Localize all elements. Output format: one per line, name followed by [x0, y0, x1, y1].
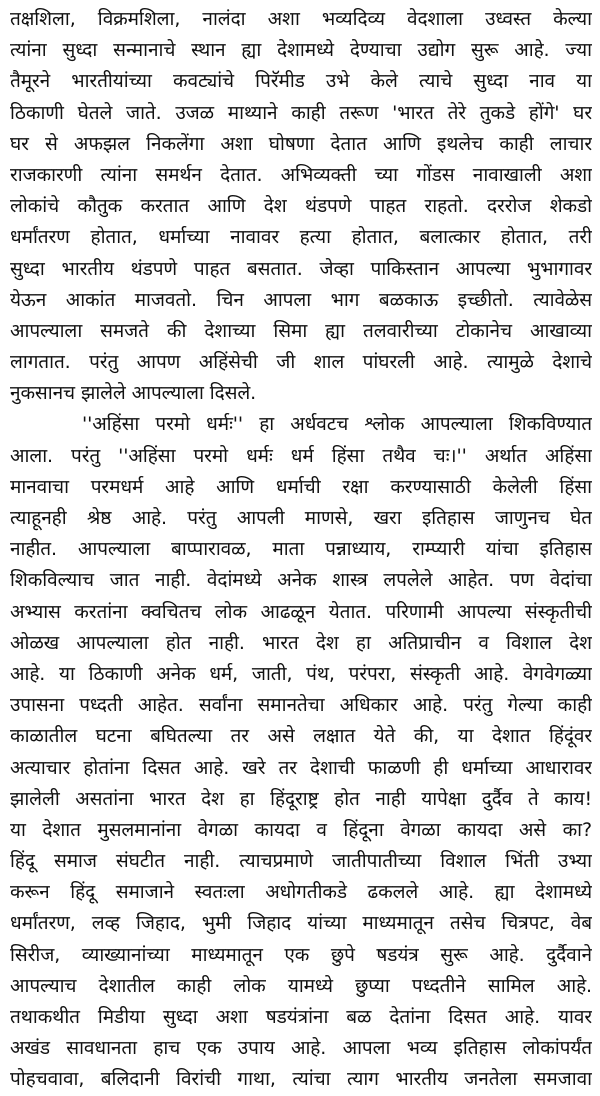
text-line: या देशात मुसलमानांना वेगळा कायदा व हिंदूना वेगळा कायदा असे का? [10, 818, 592, 841]
text-line: लोकांचे कौतुक करतात आणि देश थंडपणे पाहत राहतो. दररोज शेकडो [10, 195, 592, 218]
text-line: ठिकाणी घेतले जाते. उजळ माथ्याने काही तरूण 'भारत तेरे तुकडे होंगे' घर [10, 101, 592, 124]
text-line: राजकारणी त्यांना समर्थन देतात. अभिव्यक्ती च्या गोंडस नावाखाली अशा [10, 163, 592, 186]
text-line: सिरीज, व्याख्यानांच्या माध्यमातून एक छुपे षडयंत्र सुरू आहे. दुर्दैवाने [10, 943, 592, 966]
text-line: येऊन आकांत माजवतो. चिन आपला भाग बळकाऊ इच्छीतो. त्यावेळेस [10, 288, 592, 311]
text-line: हिंदू समाज संघटीत नाही. त्याचप्रमाणे जातीपातीच्या विशाल भिंती उभ्या [10, 850, 592, 873]
text-line: नाहीत. आपल्याला बाप्पारावळ, माता पन्नाध्याय, राम्प्यारी यांचा इतिहास [10, 538, 592, 561]
text-line: अभ्यास करतांना क्वचितच लोक आढळून येतात. परिणामी आपल्या संस्कृतीची [10, 600, 592, 623]
text-line: त्यांना सुध्दा सन्मानाचे स्थान ह्या देशामध्ये देण्याचा उद्योग सुरू आहे. ज्या [10, 39, 592, 62]
text-line: धर्मांतरण होतात, धर्माच्या नावावर हत्या होतात, बलात्कार होतात, तरी [10, 226, 592, 249]
text-line: नुकसानच झालेले आपल्याला दिसले. [10, 382, 257, 405]
text-line: ''अहिंसा परमो धर्मः'' हा अर्धवटच श्लोक आपल्याला शिकविण्यात [82, 413, 592, 436]
text-line: पोहचवावा, बलिदानी विरांची गाथा, त्यांचा त्याग भारतीय जनतेला समजावा [10, 1068, 592, 1091]
text-line: आपल्याला समजते की देशाच्या सिमा ह्या तलवारीच्या टोकानेच आखाव्या [10, 319, 592, 342]
text-line: तैमूरने भारतीयांच्या कवट्यांचे पिरॅमीड उभे केले त्याचे सुध्दा नाव या [10, 70, 592, 93]
paragraph-1 [10, 4, 592, 409]
text-line: आला. परंतु ''अहिंसा परमो धर्मः धर्म हिंसा तथैव चः।'' अर्थात अहिंसा [10, 444, 592, 467]
text-line: सुध्दा भारतीय थंडपणे पाहत बसतात. जेव्हा पाकिस्तान आपल्या भुभागावर [10, 257, 592, 280]
text-line: करून हिंदू समाजाने स्वतःला अधोगतीकडे ढकलले आहे. ह्या देशामध्ये [10, 881, 592, 904]
text-line: तक्षशिला, विक्रमशिला, नालंदा अशा भव्यदिव्य वेदशाला उध्वस्त केल्या [10, 8, 592, 30]
text-line: उपासना पध्दती आहेत. सर्वांना समानतेचा अधिकार आहे. परंतु गेल्या काही [10, 694, 592, 717]
text-line: मानवाचा परमधर्म आहे आणि धर्माची रक्षा करण्यासाठी केलेली हिंसा [10, 475, 592, 498]
text-line: अत्याचार होतांना दिसत आहे. खरे तर देशाची फाळणी ही धर्माच्या आधारावर [10, 756, 592, 779]
text-line: त्याहूनही श्रेष्ठ आहे. परंतु आपली माणसे, खरा इतिहास जाणुनच घेत [10, 507, 592, 529]
text-line: आहे. या ठिकाणी अनेक धर्म, जाती, पंथ, परंपरा, संस्कृती आहे. वेगवेगळ्या [10, 662, 592, 685]
text-line: झालेली असतांना भारत देश हा हिंदूराष्ट्र होत नाही यापेक्षा दुर्दैव ते काय! [10, 787, 592, 810]
text-line: तथाकथीत मिडीया सुध्दा अशा षडयंत्रांना बळ देतांना दिसत आहे. यावर [10, 1006, 592, 1028]
text-line: घर से अफझल निकलेंगा अशा घोषणा देतात आणि इथलेच काही लाचार [10, 132, 592, 155]
text-line: धर्मांतरण, लव्ह जिहाद, भुमी जिहाद यांच्या माध्यमातून तसेच चित्रपट, वेब [10, 912, 592, 935]
text-line: शिकविल्याच जात नाही. वेदांमध्ये अनेक शास्त्र लपलेले आहेत. पण वेदांचा [10, 569, 592, 592]
text-line: ओळख आपल्याला होत नाही. भारत देश हा अतिप्राचीन व विशाल देश [10, 631, 592, 654]
text-line: आपल्याच देशातील काही लोक यामध्ये छुप्या पध्दतीने सामिल आहे. [10, 974, 592, 997]
text-line: काळातील घटना बघितल्या तर असे लक्षात येते की, या देशात हिंदूंवर [10, 725, 592, 748]
text-line: लागतात. परंतु आपण अहिंसेची जी शाल पांघरली आहे. त्यामुळे देशाचे [10, 351, 592, 374]
text-line: अखंड सावधानता हाच एक उपाय आहे. आपला भव्य इतिहास लोकांपर्यंत [10, 1037, 592, 1060]
